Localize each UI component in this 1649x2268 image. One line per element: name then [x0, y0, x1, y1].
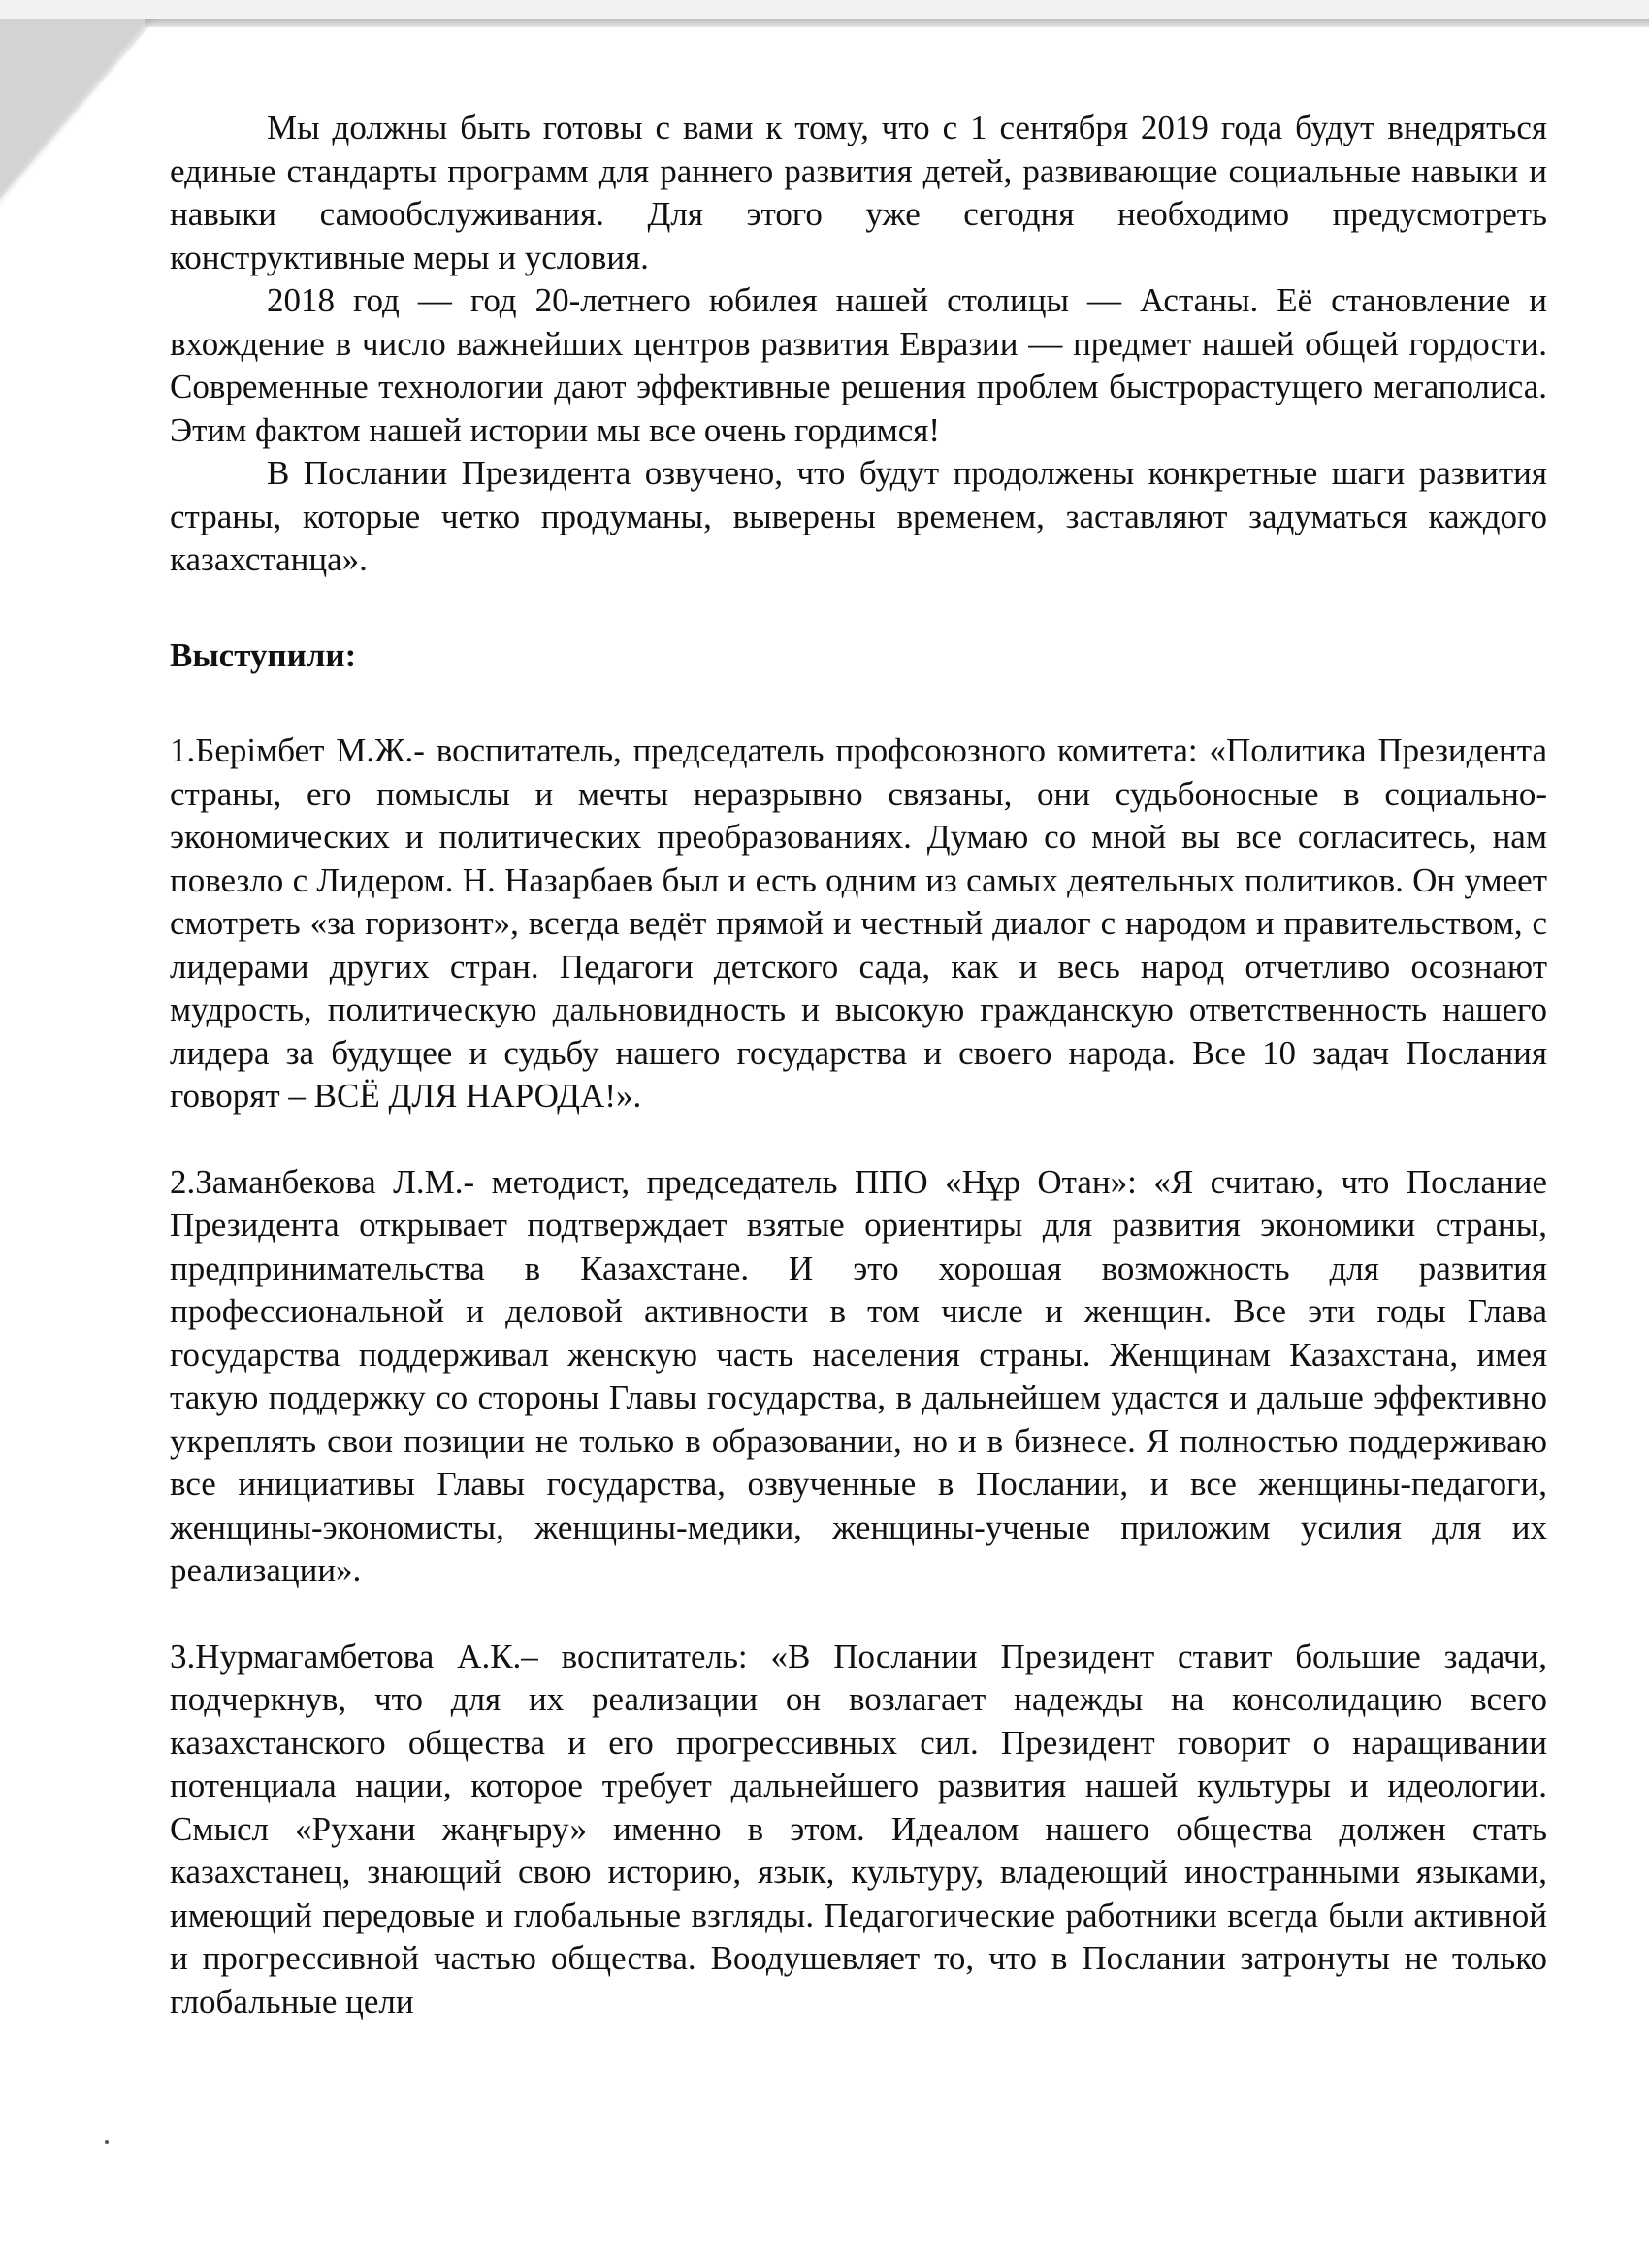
speech-3: 3.Нурмагамбетова А.К.– воспитатель: «В Послании Президент ставит большие задачи, подчеркнув, что для их реализации он возлагает надежды на консолидацию всего казахстанского общества и его прогрессивных сил. Президент говорит о наращивании потенциала нации, которое требует дальнейшего развития нашей культуры и идеологии. Смысл «Рухани жаңғыру» именно в этом. Идеалом нашего общества должен стать казахстанец, знающий свою историю, язык, культуру, владеющий иностранными языками, имеющий передовые и глобальные взгляды. Педагогические работники всегда были активной и прогрессивной частью общества. Воодушевляет то, что в Послании затронуты не только глобальные цели — [170, 1636, 1547, 2021]
speech-2: 2.Заманбекова Л.М.- методист, председатель ППО «Нұр Отан»: «Я считаю, что Послание Президента открывает подтверждает взятые ориентиры для развития экономики страны, предпринимательства в Казахстане. И это хорошая возможность для развития профессиональной и деловой активности в том числе и женщин. Все эти годы Глава государства поддерживал женскую часть населения страны. Женщинам Казахстана, имея такую поддержку со стороны Главы государства, в дальнейшем удастся и дальше эффективно укреплять свои позиции не только в образовании, но и в бизнесе. Я полностью поддерживаю все инициативы Главы государства, озвученные в Послании, и все женщины-педагоги, женщины-экономисты, женщины-медики, женщины-ученые приложим усилия для их реализации». — [170, 1162, 1547, 1589]
paper-clipped-corner — [0, 19, 155, 204]
document-page — [170, 107, 1547, 2024]
spacer — [170, 1118, 1547, 1161]
spacer — [170, 677, 1547, 729]
section-heading: Выступили: — [170, 635, 357, 674]
spacer — [170, 582, 1547, 634]
spacer — [170, 1593, 1547, 1636]
paper-top-edge — [146, 19, 1649, 27]
intro-paragraph-1: Мы должны быть готовы с вами к тому, что с 1 сентября 2019 года будут внедряться единые стандарты программ для раннего развития детей, развивающие социальные навыки и навыки самообслуживания. Для этого уже сегодня необходимо предусмотреть конструктивные меры и условия. — [170, 109, 1547, 276]
intro-paragraph-3: В Послании Президента озвучено, что будут продолжены конкретные шаги развития страны, которые четко продуманы, выверены временем, заставляют задуматься каждого казахстанца». — [170, 454, 1547, 578]
speech-1: 1.Берімбет М.Ж.- воспитатель, председатель профсоюзного комитета: «Политика Президента страны, его помыслы и мечты неразрывно связаны, они судьбоносные в социально-экономических и политических преобразованиях. Думаю со мной вы все согласитесь, нам повезло с Лидером. Н. Назарбаев был и есть одним из самых деятельных политиков. Он умеет смотреть «за горизонт», всегда ведёт прямой и честный диалог с народом и правительством, с лидерами других стран. Педагоги детского сада, как и весь народ отчетливо осознают мудрость, политическую дальновидность и высокую гражданскую ответственность нашего лидера за будущее и судьбу нашего государства и своего народа. Все 10 задач Послания говорят – ВСЁ ДЛЯ НАРОДА!». — [170, 731, 1547, 1115]
scan-speck — [105, 2140, 109, 2144]
intro-paragraph-2: 2018 год — год 20-летнего юбилея нашей столицы — Астаны. Её становление и вхождение в число важнейших центров развития Евразии — предмет нашей общей гордости. Современные технологии дают эффективные решения проблем быстрорастущего мегаполиса. Этим фактом нашей истории мы все очень гордимся! — [170, 281, 1547, 449]
